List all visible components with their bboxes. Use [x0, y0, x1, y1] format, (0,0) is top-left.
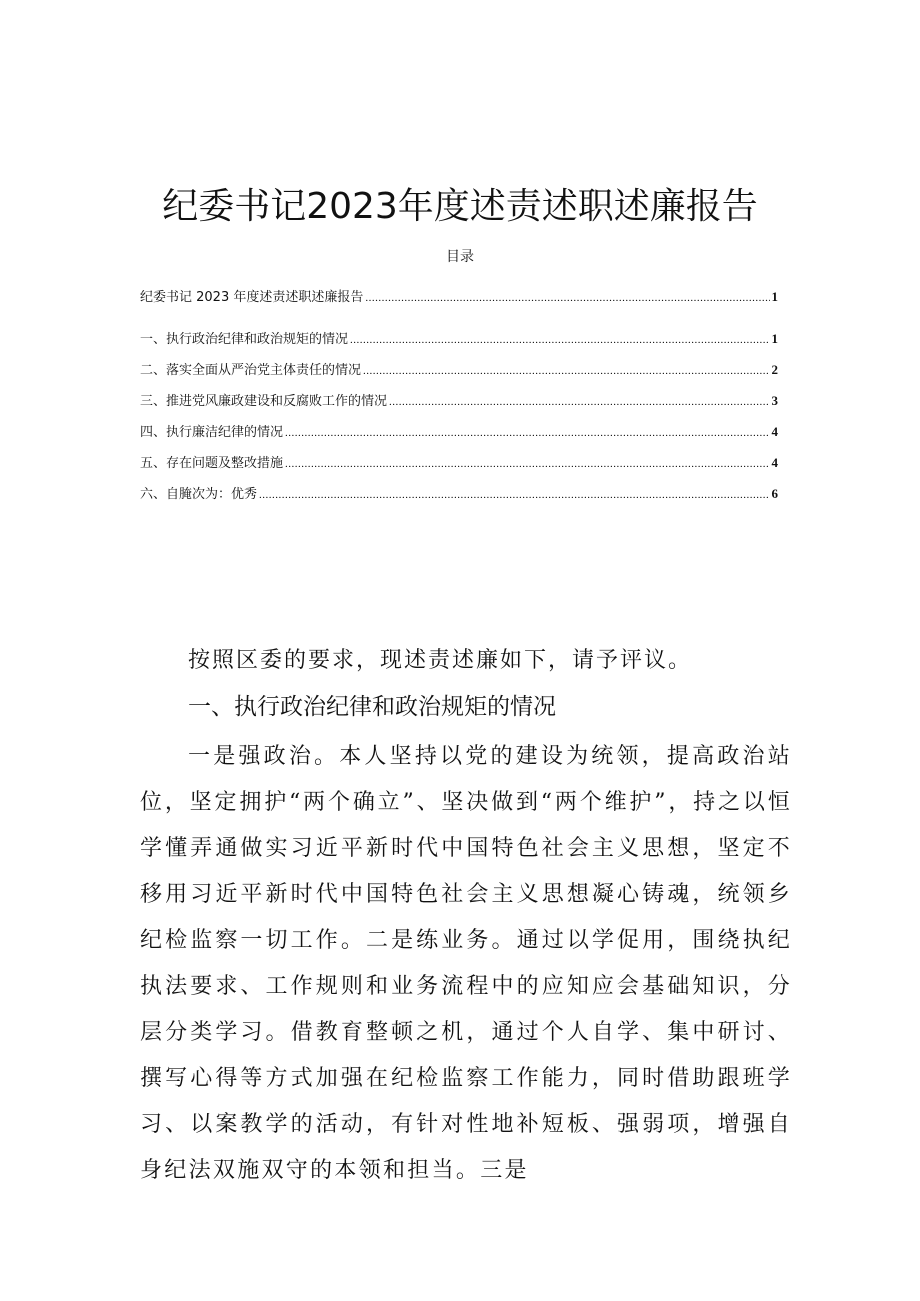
toc-entry[interactable]	[140, 484, 778, 507]
toc-entry-page: 4	[771, 455, 778, 470]
toc-entry-label: 六、自腌次为：优秀	[140, 487, 258, 502]
toc-entry[interactable]	[140, 391, 778, 414]
table-of-contents	[140, 287, 778, 515]
document-body	[140, 644, 792, 1194]
intro-paragraph: 按照区委的要求，现述责述廉如下，请予评议。	[188, 648, 693, 673]
toc-entry[interactable]	[140, 453, 778, 476]
toc-dot-leader	[389, 392, 769, 412]
toc-heading: 目录	[446, 249, 474, 265]
toc-entry[interactable]	[140, 329, 778, 352]
toc-entry-label: 二、落实全面从严治党主体责任的情况	[140, 363, 362, 378]
toc-entry-label: 三、推进党风廉政建设和反腐败工作的情况	[140, 394, 388, 409]
toc-entry-label: 纪委书记 2023 年度述责述职述廉报告	[140, 290, 364, 305]
toc-dot-leader	[365, 288, 769, 308]
toc-entry-label: 一、执行政治纪律和政治规矩的情况	[140, 332, 349, 347]
toc-dot-leader	[285, 454, 769, 474]
toc-entry[interactable]	[140, 360, 778, 383]
section-heading: 一、执行政治纪律和政治规矩的情况	[188, 694, 556, 720]
toc-entry-page: 3	[771, 393, 778, 408]
toc-dot-leader	[350, 330, 769, 350]
toc-entry-page: 6	[771, 486, 778, 501]
toc-entry-page: 4	[771, 424, 778, 439]
toc-dot-leader	[259, 485, 769, 505]
toc-dot-leader	[363, 361, 769, 381]
toc-entry-page: 1	[771, 331, 778, 346]
toc-entry-page: 1	[771, 289, 778, 304]
toc-entry[interactable]	[140, 287, 778, 310]
toc-entry-label: 四、执行廉洁纪律的情况	[140, 425, 284, 440]
body-paragraph: 一是强政治。本人坚持以党的建设为统领，提高政治站位，坚定拥护“两个确立”、坚决做到“两个维护”，持之以恒学懂弄通做实习近平新时代中国特色社会主义思想，坚定不移用习近平新时代中国特色社会主义思想凝心铸魂，统领乡纪检监察一切工作。二是练业务。通过以学促用，围绕执纪执法要求、工作规则和业务流程中的应知应会基础知识，分层分类学习。借教育整顿之机，通过个人自学、集中研讨、撰写心得等方式加强在纪检监察工作能力，同时借助跟班学习、以案教学的活动，有针对性地补短板、强弱项，增强自身纪法双施双守的本领和担当。三是	[140, 744, 792, 1183]
toc-dot-leader	[285, 423, 769, 443]
toc-entry-label: 五、存在问题及整改措施	[140, 456, 284, 471]
toc-entry[interactable]	[140, 422, 778, 445]
document-title: 纪委书记2023年度述责述职述廉报告	[162, 186, 758, 228]
toc-entry-page: 2	[771, 362, 778, 377]
